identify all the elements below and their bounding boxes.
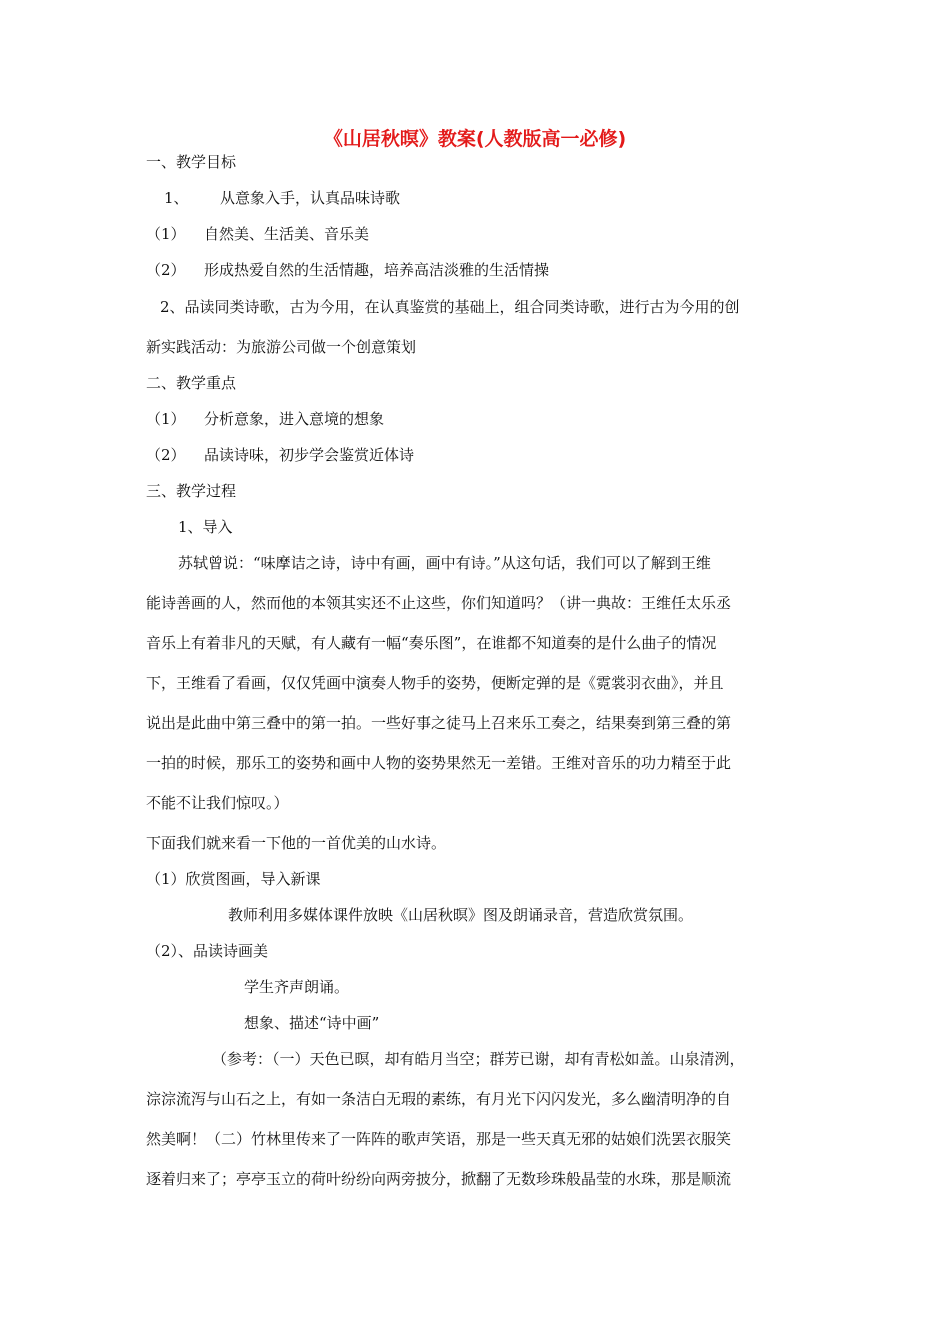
section-heading-process: 三、教学过程 xyxy=(146,482,237,500)
paragraph-line: 下，王维看了看画，仅仅凭画中演奏人物手的姿势，便断定弹的是《霓裳羽衣曲》，并且 xyxy=(146,674,724,692)
section-heading-goals: 一、教学目标 xyxy=(146,153,237,171)
paragraph-line: 说出是此曲中第三叠中的第一拍。一些好事之徒马上召来乐工奏之，结果奏到第三叠的第 xyxy=(146,714,732,732)
paragraph-line: 教师利用多媒体课件放映《山居秋暝》图及朗诵录音，营造欣赏氛围。 xyxy=(228,906,694,924)
paragraph-line: 然美啊！（二）竹林里传来了一阵阵的歌声笑语，那是一些天真无邪的姑娘们洗罢衣服笑 xyxy=(146,1130,732,1148)
paragraph-line: 不能不让我们惊叹。） xyxy=(146,794,289,812)
paragraph-line: 淙淙流泻与山石之上，有如一条洁白无瑕的素练，有月光下闪闪发光，多么幽清明净的自 xyxy=(146,1090,732,1108)
paragraph-line: 音乐上有着非凡的天赋，有人藏有一幅“奏乐图”，在谁都不知道奏的是什么曲子的情况 xyxy=(146,634,717,652)
list-number: （1） xyxy=(146,410,186,428)
paragraph-line: 想象、描述“诗中画” xyxy=(244,1014,380,1032)
focus-item-text: 分析意象，进入意境的想象 xyxy=(204,410,385,428)
paragraph-line: 2、品读同类诗歌，古为今用，在认真鉴赏的基础上，组合同类诗歌，进行古为今用的创 xyxy=(160,298,740,316)
goal-subitem-text: 自然美、生活美、音乐美 xyxy=(204,225,370,243)
step-heading: （2）、品读诗画美 xyxy=(146,942,269,960)
list-number: （1） xyxy=(146,225,186,243)
paragraph-line: （参考：（一）天色已暝，却有皓月当空；群芳已谢，却有青松如盖。山泉清洌， xyxy=(212,1050,745,1068)
document-title: 《山居秋暝》教案(人教版高一必修) xyxy=(323,128,627,150)
paragraph-line: 逐着归来了；亭亭玉立的荷叶纷纷向两旁披分，掀翻了无数珍珠般晶莹的水珠，那是顺流 xyxy=(146,1170,732,1188)
paragraph-line: 能诗善画的人，然而他的本领其实还不止这些，你们知道吗？（讲一典故：王维任太乐丞 xyxy=(146,594,732,612)
step-heading: （1）欣赏图画，导入新课 xyxy=(146,870,321,888)
list-number: （2） xyxy=(146,261,186,279)
section-heading-focus: 二、教学重点 xyxy=(146,374,237,392)
paragraph-line: 苏轼曾说：“味摩诘之诗，诗中有画，画中有诗。”从这句话，我们可以了解到王维 xyxy=(178,554,711,572)
list-number: （2） xyxy=(146,446,186,464)
list-number: 1、 xyxy=(164,189,189,207)
goal-item-text: 从意象入手，认真品味诗歌 xyxy=(220,189,401,207)
paragraph-line: 新实践活动：为旅游公司做一个创意策划 xyxy=(146,338,417,356)
paragraph-line: 一拍的时候，那乐工的姿势和画中人物的姿势果然无一差错。王维对音乐的功力精至于此 xyxy=(146,754,732,772)
subsection-heading: 1、导入 xyxy=(178,518,233,536)
focus-item-text: 品读诗味，初步学会鉴赏近体诗 xyxy=(204,446,415,464)
paragraph-line: 学生齐声朗诵。 xyxy=(244,978,350,996)
paragraph-line: 下面我们就来看一下他的一首优美的山水诗。 xyxy=(146,834,447,852)
goal-subitem-text: 形成热爱自然的生活情趣，培养高洁淡雅的生活情操 xyxy=(204,261,550,279)
